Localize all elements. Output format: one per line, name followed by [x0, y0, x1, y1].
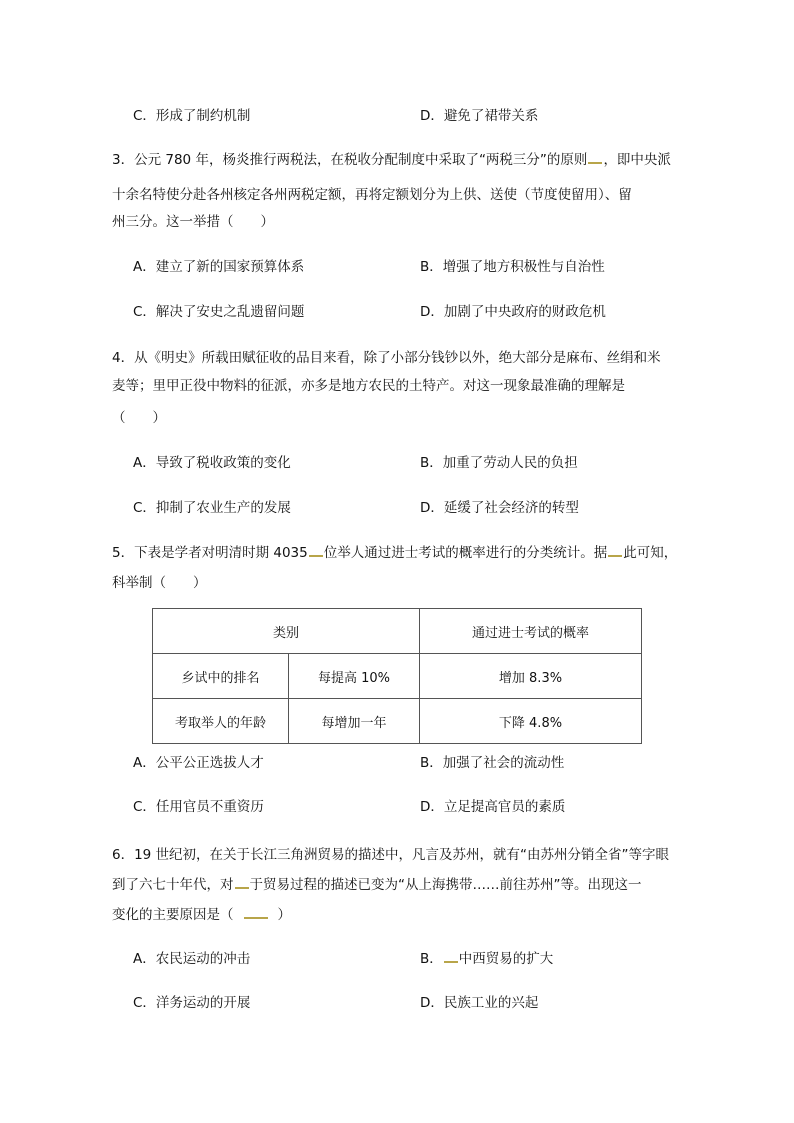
q2-option-c: C．形成了制约机制	[133, 108, 251, 124]
q2-option-d: D．避免了裙带关系	[420, 108, 539, 124]
q3-option-c: C．解决了安史之乱遗留问题	[133, 304, 305, 320]
highlight-mark	[235, 887, 249, 889]
q4-stem-line-1: 4．从《明史》所载田赋征收的品目来看，除了小部分钱钞以外，绝大部分是麻布、丝绢和米	[112, 350, 661, 366]
table-cell-item: 乡试中的排名	[153, 654, 289, 699]
q3-stem-line-3: 州三分。这一举措（ ）	[112, 214, 274, 230]
q5-option-a: A．公平公正选拔人才	[133, 755, 264, 771]
q5-statistics-table	[152, 608, 642, 744]
q4-option-c: C．抑制了农业生产的发展	[133, 500, 291, 516]
table-row	[153, 654, 642, 699]
q5-stem-line-1: 5．下表是学者对明清时期 4035 位举人通过进士考试的概率进行的分类统计。据 此可知，	[112, 545, 678, 561]
q6-option-d: D．民族工业的兴起	[420, 995, 539, 1011]
table-cell-result: 下降 4.8%	[420, 699, 642, 744]
q4-stem-line-2: 麦等；里甲正役中物料的征派，亦多是地方农民的土特产。对这一现象最准确的理解是	[112, 378, 625, 394]
highlight-mark	[608, 555, 622, 557]
highlight-mark	[588, 162, 602, 164]
q3-option-b: B．增强了地方积极性与自治性	[420, 259, 605, 275]
table-header-category: 类别	[153, 609, 420, 654]
q3-option-d: D．加剧了中央政府的财政危机	[420, 304, 606, 320]
highlight-mark	[244, 917, 268, 919]
table-row	[153, 699, 642, 744]
q5-option-d: D．立足提高官员的素质	[420, 799, 566, 815]
table-cell-item: 考取举人的年龄	[153, 699, 289, 744]
q3-option-a: A．建立了新的国家预算体系	[133, 259, 305, 275]
q6-stem-line-1: 6．19 世纪初，在关于长江三角洲贸易的描述中，凡言及苏州，就有“由苏州分销全省”等字眼	[112, 847, 670, 863]
table-cell-result: 增加 8.3%	[420, 654, 642, 699]
table-header-probability: 通过进士考试的概率	[420, 609, 642, 654]
q6-stem-line-3: 变化的主要原因是（ ）	[112, 907, 291, 923]
q3-stem-line-2: 十余名特使分赴各州核定各州两税定额，再将定额划分为上供、送使（节度使留用）、留	[112, 187, 632, 203]
table-cell-change: 每增加一年	[289, 699, 420, 744]
q4-option-b: B．加重了劳动人民的负担	[420, 455, 578, 471]
q6-option-b: B． 中西贸易的扩大	[420, 951, 554, 967]
q3-stem-line-1: 3．公元 780 年，杨炎推行两税法，在税收分配制度中采取了“两税三分”的原则 ，即中央派	[112, 152, 671, 168]
q5-option-b: B．加强了社会的流动性	[420, 755, 565, 771]
q4-option-a: A．导致了税收政策的变化	[133, 455, 291, 471]
q6-option-c: C．洋务运动的开展	[133, 995, 251, 1011]
q6-stem-line-2: 到了六七十年代，对 于贸易过程的描述已变为“从上海携带……前往苏州”等。出现这一	[112, 877, 642, 893]
highlight-mark	[309, 555, 323, 557]
q6-option-a: A．农民运动的冲击	[133, 951, 251, 967]
q4-option-d: D．延缓了社会经济的转型	[420, 500, 579, 516]
q5-option-c: C．任用官员不重资历	[133, 799, 264, 815]
table-cell-change: 每提高 10%	[289, 654, 420, 699]
highlight-mark	[444, 961, 458, 963]
q5-stem-line-2: 科举制（ ）	[112, 575, 207, 591]
q4-stem-line-3: （ ）	[112, 410, 166, 426]
